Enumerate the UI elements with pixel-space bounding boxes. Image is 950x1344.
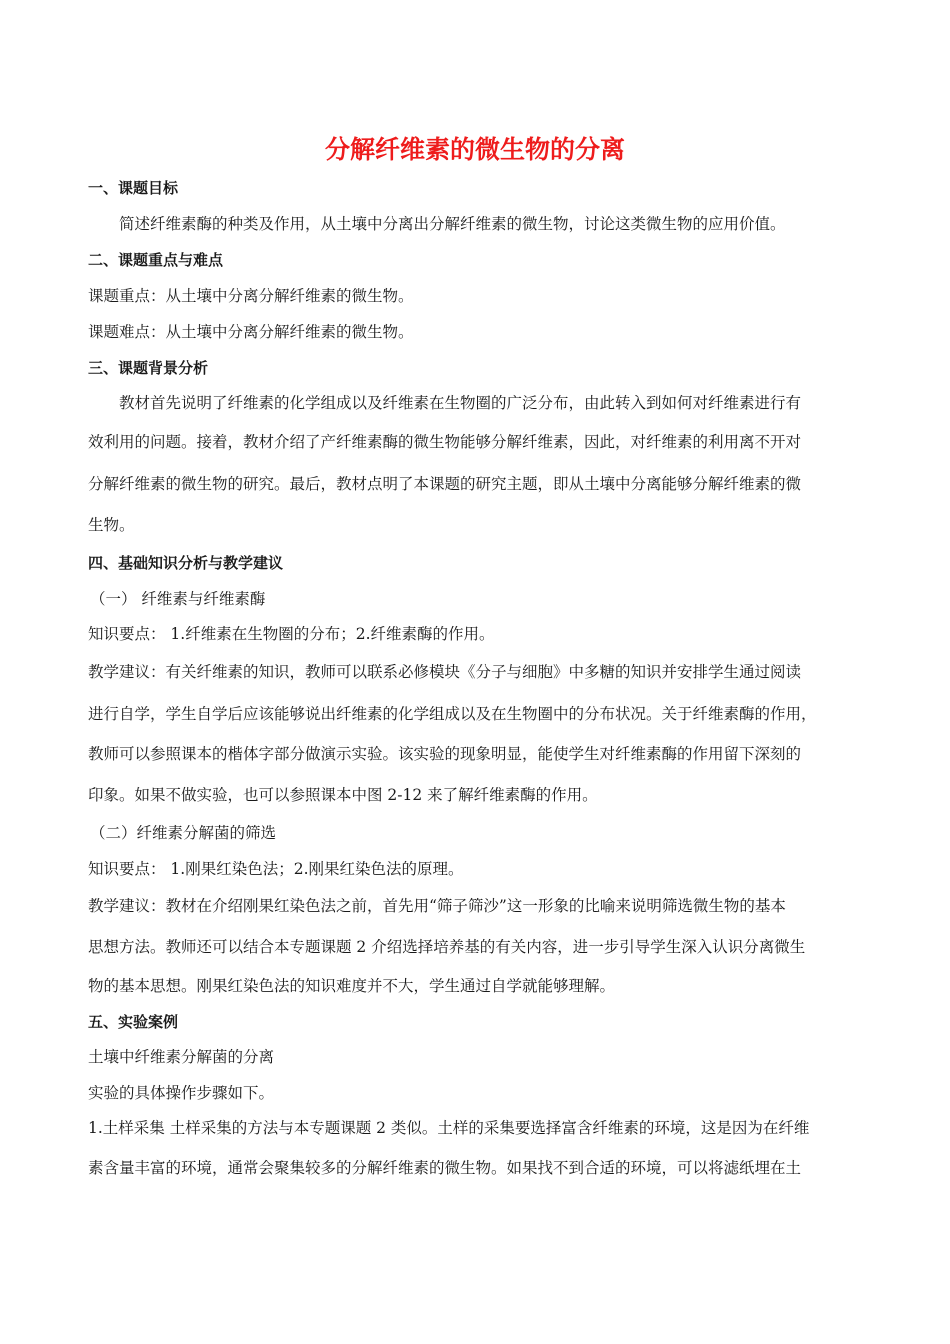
text-line-experiment-step-1a: 1.土样采集 土样采集的方法与本专题课题 2 类似。土样的采集要选择富含纤维素的环境，这是因为在纤维 <box>88 1119 810 1137</box>
section-heading-goals: 一、课题目标 <box>88 179 179 197</box>
subsection-heading-cellulose: （一） 纤维素与纤维素酶 <box>90 590 266 608</box>
paragraph-goals: 简述纤维素酶的种类及作用，从土壤中分离出分解纤维素的微生物，讨论这类微生物的应用价值。 <box>119 215 786 233</box>
text-line-teaching-1a: 教学建议：有关纤维素的知识，教师可以联系必修模块《分子与细胞》中多糖的知识并安排学生通过阅读 <box>88 663 802 681</box>
section-heading-key-points: 二、课题重点与难点 <box>88 251 224 269</box>
text-line-knowledge-points-2: 知识要点： 1.刚果红染色法；2.刚果红染色法的原理。 <box>88 860 464 878</box>
text-line-experiment-title: 土壤中纤维素分解菌的分离 <box>88 1048 275 1066</box>
section-heading-knowledge: 四、基础知识分析与教学建议 <box>88 554 284 572</box>
text-line-background-2: 效利用的问题。接着，教材介绍了产纤维素酶的微生物能够分解纤维素，因此，对纤维素的利用离不开对 <box>88 433 802 451</box>
text-line-experiment-intro: 实验的具体操作步骤如下。 <box>88 1084 275 1102</box>
text-line-knowledge-points-1: 知识要点： 1.纤维素在生物圈的分布；2.纤维素酶的作用。 <box>88 625 495 643</box>
text-line-teaching-2a: 教学建议：教材在介绍刚果红染色法之前，首先用“筛子筛沙”这一形象的比喻来说明筛选微生物的基本 <box>88 897 786 915</box>
text-line-teaching-2c: 物的基本思想。刚果红染色法的知识难度并不大，学生通过自学就能够理解。 <box>88 977 616 995</box>
section-heading-experiment: 五、实验案例 <box>88 1013 179 1031</box>
text-line-background-1: 教材首先说明了纤维素的化学组成以及纤维素在生物圈的广泛分布，由此转入到如何对纤维素进行有 <box>119 394 802 412</box>
text-line-difficulty: 课题难点：从土壤中分离分解纤维素的微生物。 <box>88 323 414 341</box>
text-line-teaching-1c: 教师可以参照课本的楷体字部分做演示实验。该实验的现象明显，能使学生对纤维素酶的作用留下深刻的 <box>88 745 802 763</box>
subsection-heading-screening: （二）纤维素分解菌的筛选 <box>90 824 277 842</box>
text-line-teaching-2b: 思想方法。教师还可以结合本专题课题 2 介绍选择培养基的有关内容，进一步引导学生深入认识分离微生 <box>88 938 806 956</box>
document-title: 分解纤维素的微生物的分离 <box>324 135 625 164</box>
text-line-key-point: 课题重点：从土壤中分离分解纤维素的微生物。 <box>88 287 414 305</box>
text-line-background-3: 分解纤维素的微生物的研究。最后，教材点明了本课题的研究主题，即从土壤中分离能够分解纤维素的微 <box>88 475 802 493</box>
text-line-teaching-1d: 印象。如果不做实验，也可以参照课本中图 2-12 来了解纤维素酶的作用。 <box>88 786 598 804</box>
text-line-experiment-step-1b: 素含量丰富的环境，通常会聚集较多的分解纤维素的微生物。如果找不到合适的环境，可以将滤纸埋在土 <box>88 1159 802 1177</box>
section-heading-background: 三、课题背景分析 <box>88 359 209 377</box>
text-line-teaching-1b: 进行自学，学生自学后应该能够说出纤维素的化学组成以及在生物圈中的分布状况。关于纤维素酶的作用， <box>88 705 817 723</box>
text-line-background-4: 生物。 <box>88 516 135 534</box>
